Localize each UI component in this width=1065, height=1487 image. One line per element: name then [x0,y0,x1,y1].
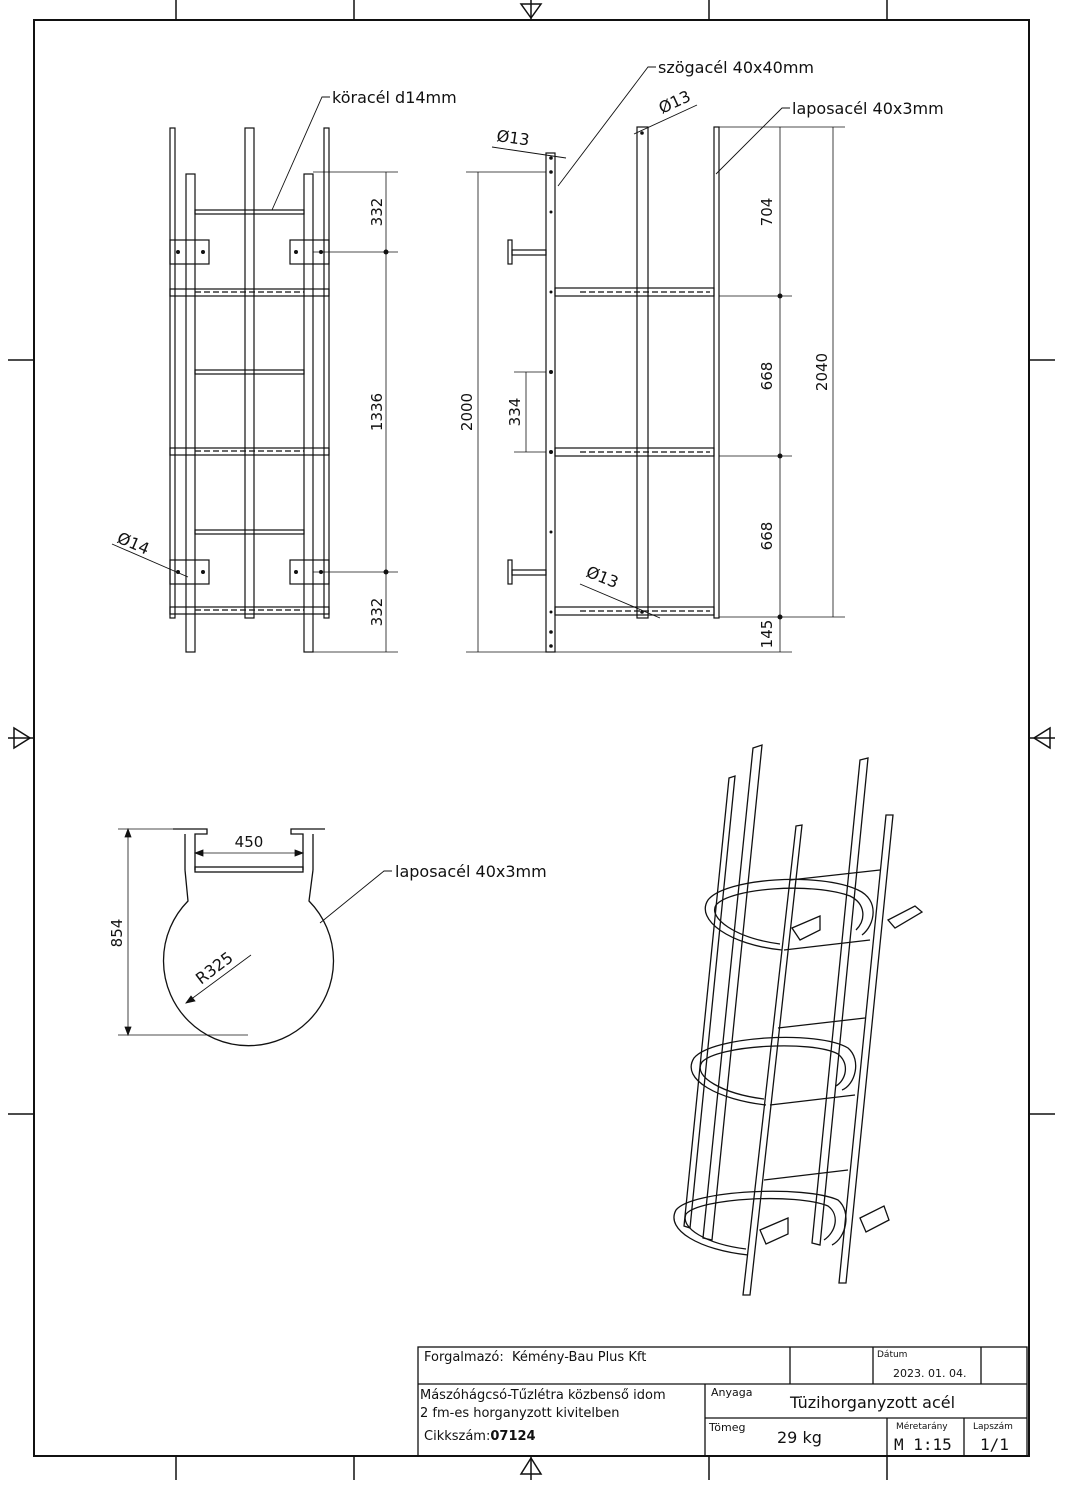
label-radius: R325 [191,947,237,989]
sheet-label: Lapszám [973,1422,1013,1432]
distributor-value: Kémény-Bau Plus Kft [512,1350,647,1365]
side-view [466,67,845,652]
dim-side-2000: 2000 [458,392,476,432]
dim-side-2040: 2040 [813,352,831,392]
drawing-frame [8,0,1055,1480]
side-hoops [555,288,714,615]
sheet-value: 1/1 [980,1435,1009,1454]
dim-front-332-bottom: 332 [368,597,386,627]
iso-hoops [674,879,873,1255]
front-rungs [195,210,304,534]
part-number [424,1429,536,1444]
date-value: 2023. 01. 04. [893,1367,967,1380]
rod-leader [272,97,330,210]
distributor-label: Forgalmazó: [424,1350,504,1365]
mass-label: Tömeg [709,1421,746,1434]
dim-front-1336: 1336 [368,392,386,432]
dim-plan-450: 450 [234,833,264,851]
side-dimensions [466,127,845,652]
drawing-title-line2: 2 fm-es horganyzott kivitelben [420,1406,620,1421]
plan-dimensions [118,829,303,1035]
date-label: Dátum [877,1350,908,1360]
dim-side-704: 704 [758,197,776,227]
dim-plan-854: 854 [108,918,126,948]
scale-label: Méretarány [896,1422,948,1432]
drawing-title-line1: Mászóhágcsó-Tűzlétra közbenső idom [420,1388,666,1403]
isometric-view [674,745,922,1295]
front-hoops [170,289,329,614]
plan-view [118,829,392,1046]
dim-side-668-a: 668 [758,361,776,391]
label-d13-top: Ø13 [655,86,694,118]
plan-flatbar-leader [320,871,392,923]
scale-value: M 1:15 [894,1435,952,1454]
label-d13-left: Ø13 [495,126,531,150]
dim-side-668-b: 668 [758,521,776,551]
side-leaders [492,67,790,618]
label-d13-bottom: Ø13 [583,562,622,593]
label-rod: köracél d14mm [332,88,457,107]
dim-side-334: 334 [506,397,524,427]
dim-side-145: 145 [758,619,776,649]
label-angle-steel: szögacél 40x40mm [658,58,815,77]
part-number-label: Cikkszám: [424,1429,491,1444]
part-number-value: 07124 [490,1429,536,1444]
label-flat-steel-plan: laposacél 40x3mm [395,862,547,881]
label-flat-steel-side: laposacél 40x3mm [792,99,944,118]
front-view [112,97,398,652]
mass-value: 29 kg [777,1428,822,1447]
material-label: Anyaga [711,1386,753,1399]
label-d14: Ø14 [114,528,153,559]
material-value: Tüzihorganyzott acél [790,1393,956,1412]
dim-front-332-top: 332 [368,197,386,227]
